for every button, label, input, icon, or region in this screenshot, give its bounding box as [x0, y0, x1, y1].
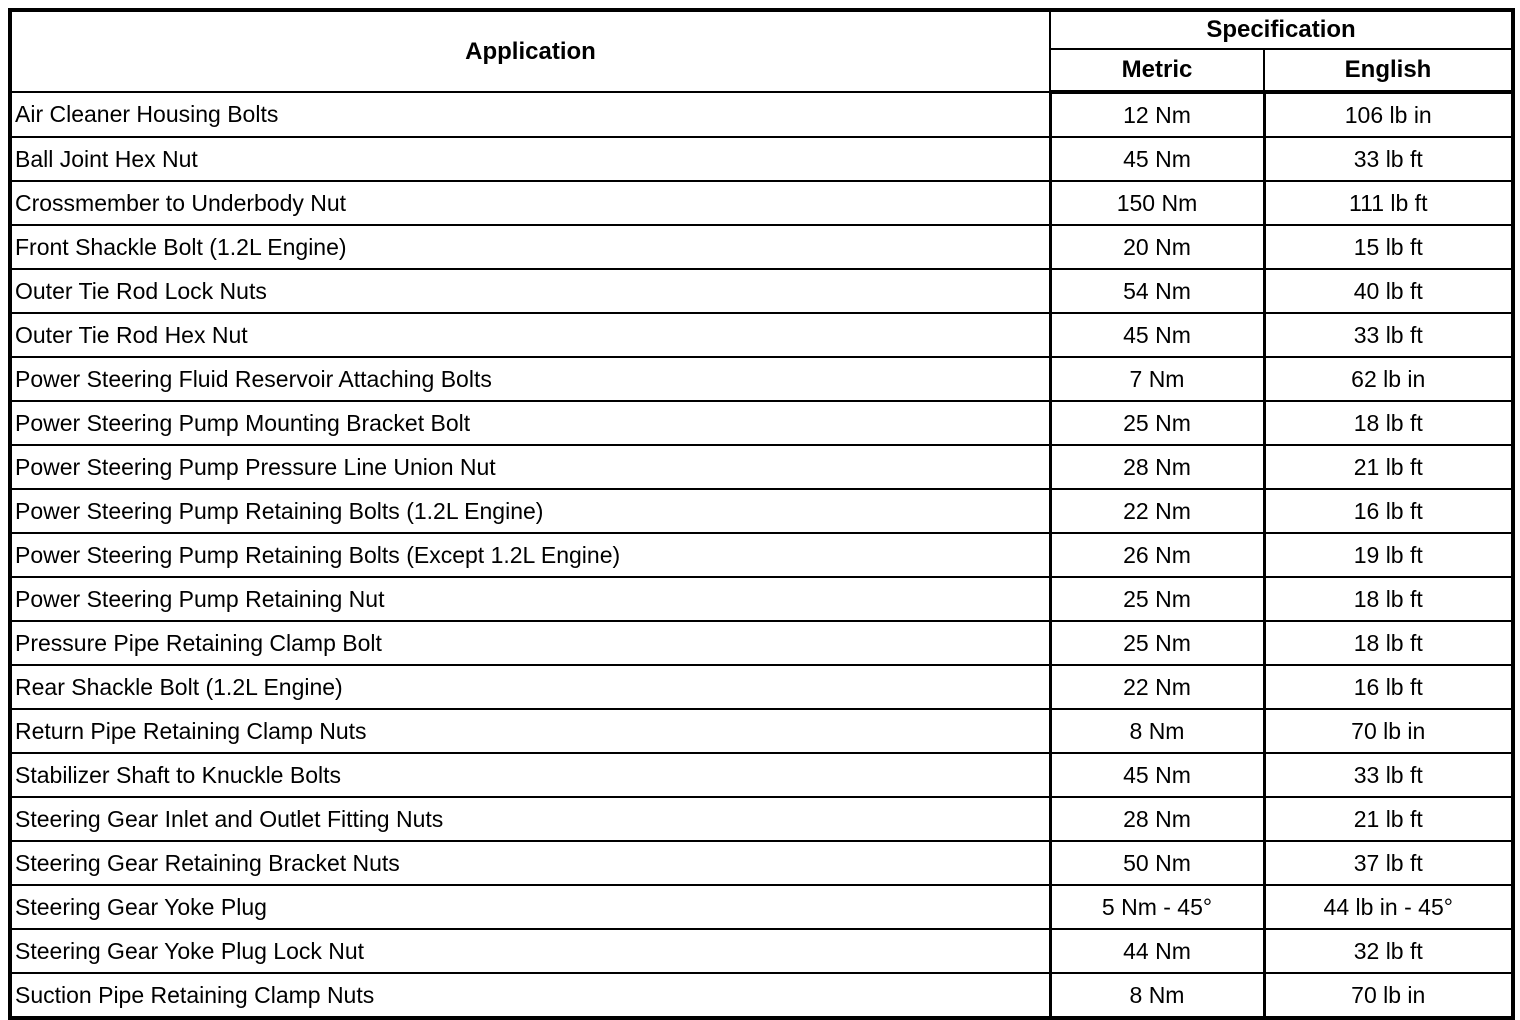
table-row	[10, 533, 1513, 577]
application-cell: Air Cleaner Housing Bolts	[10, 92, 1050, 137]
english-value-cell: 16 lb ft	[1264, 665, 1513, 709]
application-column-header: Application	[10, 10, 1050, 92]
application-cell: Pressure Pipe Retaining Clamp Bolt	[10, 621, 1050, 665]
application-cell: Power Steering Pump Pressure Line Union Nut	[10, 445, 1050, 489]
english-value-cell: 18 lb ft	[1264, 621, 1513, 665]
metric-value-cell: 12 Nm	[1050, 92, 1264, 137]
application-cell: Front Shackle Bolt (1.2L Engine)	[10, 225, 1050, 269]
metric-column-header: Metric	[1050, 49, 1264, 92]
metric-value-cell: 54 Nm	[1050, 269, 1264, 313]
table-row	[10, 137, 1513, 181]
table-row	[10, 577, 1513, 621]
metric-value-cell: 50 Nm	[1050, 841, 1264, 885]
table-row	[10, 973, 1513, 1018]
application-cell: Crossmember to Underbody Nut	[10, 181, 1050, 225]
english-value-cell: 111 lb ft	[1264, 181, 1513, 225]
metric-value-cell: 5 Nm - 45°	[1050, 885, 1264, 929]
english-value-cell: 70 lb in	[1264, 973, 1513, 1018]
application-cell: Power Steering Fluid Reservoir Attaching Bolts	[10, 357, 1050, 401]
english-value-cell: 33 lb ft	[1264, 753, 1513, 797]
application-cell: Return Pipe Retaining Clamp Nuts	[10, 709, 1050, 753]
table-row	[10, 181, 1513, 225]
english-value-cell: 21 lb ft	[1264, 445, 1513, 489]
english-column-header: English	[1264, 49, 1513, 92]
table-row	[10, 665, 1513, 709]
english-value-cell: 37 lb ft	[1264, 841, 1513, 885]
application-cell: Ball Joint Hex Nut	[10, 137, 1050, 181]
table-header	[10, 10, 1513, 92]
metric-value-cell: 20 Nm	[1050, 225, 1264, 269]
table-row	[10, 885, 1513, 929]
table-row	[10, 269, 1513, 313]
table-row	[10, 357, 1513, 401]
english-value-cell: 44 lb in - 45°	[1264, 885, 1513, 929]
header-row-top	[10, 10, 1513, 49]
application-cell: Power Steering Pump Retaining Nut	[10, 577, 1050, 621]
metric-value-cell: 25 Nm	[1050, 577, 1264, 621]
application-cell: Suction Pipe Retaining Clamp Nuts	[10, 973, 1050, 1018]
english-value-cell: 33 lb ft	[1264, 137, 1513, 181]
metric-value-cell: 45 Nm	[1050, 137, 1264, 181]
application-cell: Power Steering Pump Retaining Bolts (Except 1.2L Engine)	[10, 533, 1050, 577]
fastener-specifications-table	[8, 8, 1515, 1020]
application-cell: Outer Tie Rod Lock Nuts	[10, 269, 1050, 313]
application-cell: Steering Gear Yoke Plug	[10, 885, 1050, 929]
table-row	[10, 797, 1513, 841]
table-row	[10, 621, 1513, 665]
metric-value-cell: 45 Nm	[1050, 313, 1264, 357]
english-value-cell: 15 lb ft	[1264, 225, 1513, 269]
application-cell: Stabilizer Shaft to Knuckle Bolts	[10, 753, 1050, 797]
table-row	[10, 753, 1513, 797]
table-row	[10, 401, 1513, 445]
table-row	[10, 445, 1513, 489]
metric-value-cell: 8 Nm	[1050, 973, 1264, 1018]
application-cell: Steering Gear Inlet and Outlet Fitting Nuts	[10, 797, 1050, 841]
table-row	[10, 929, 1513, 973]
metric-value-cell: 45 Nm	[1050, 753, 1264, 797]
application-cell: Outer Tie Rod Hex Nut	[10, 313, 1050, 357]
table-row	[10, 709, 1513, 753]
table-row	[10, 841, 1513, 885]
spec-table-body	[10, 92, 1513, 1018]
english-value-cell: 62 lb in	[1264, 357, 1513, 401]
application-cell: Power Steering Pump Retaining Bolts (1.2L Engine)	[10, 489, 1050, 533]
metric-value-cell: 8 Nm	[1050, 709, 1264, 753]
english-value-cell: 19 lb ft	[1264, 533, 1513, 577]
english-value-cell: 18 lb ft	[1264, 401, 1513, 445]
metric-value-cell: 150 Nm	[1050, 181, 1264, 225]
metric-value-cell: 44 Nm	[1050, 929, 1264, 973]
application-cell: Steering Gear Retaining Bracket Nuts	[10, 841, 1050, 885]
english-value-cell: 106 lb in	[1264, 92, 1513, 137]
table-row	[10, 92, 1513, 137]
specification-column-header: Specification	[1050, 10, 1513, 49]
english-value-cell: 32 lb ft	[1264, 929, 1513, 973]
metric-value-cell: 7 Nm	[1050, 357, 1264, 401]
metric-value-cell: 25 Nm	[1050, 401, 1264, 445]
application-cell: Power Steering Pump Mounting Bracket Bolt	[10, 401, 1050, 445]
application-cell: Steering Gear Yoke Plug Lock Nut	[10, 929, 1050, 973]
english-value-cell: 16 lb ft	[1264, 489, 1513, 533]
metric-value-cell: 25 Nm	[1050, 621, 1264, 665]
metric-value-cell: 22 Nm	[1050, 665, 1264, 709]
application-cell: Rear Shackle Bolt (1.2L Engine)	[10, 665, 1050, 709]
english-value-cell: 40 lb ft	[1264, 269, 1513, 313]
table-row	[10, 489, 1513, 533]
english-value-cell: 33 lb ft	[1264, 313, 1513, 357]
metric-value-cell: 28 Nm	[1050, 797, 1264, 841]
metric-value-cell: 26 Nm	[1050, 533, 1264, 577]
metric-value-cell: 28 Nm	[1050, 445, 1264, 489]
english-value-cell: 21 lb ft	[1264, 797, 1513, 841]
english-value-cell: 18 lb ft	[1264, 577, 1513, 621]
english-value-cell: 70 lb in	[1264, 709, 1513, 753]
table-row	[10, 225, 1513, 269]
metric-value-cell: 22 Nm	[1050, 489, 1264, 533]
table-row	[10, 313, 1513, 357]
